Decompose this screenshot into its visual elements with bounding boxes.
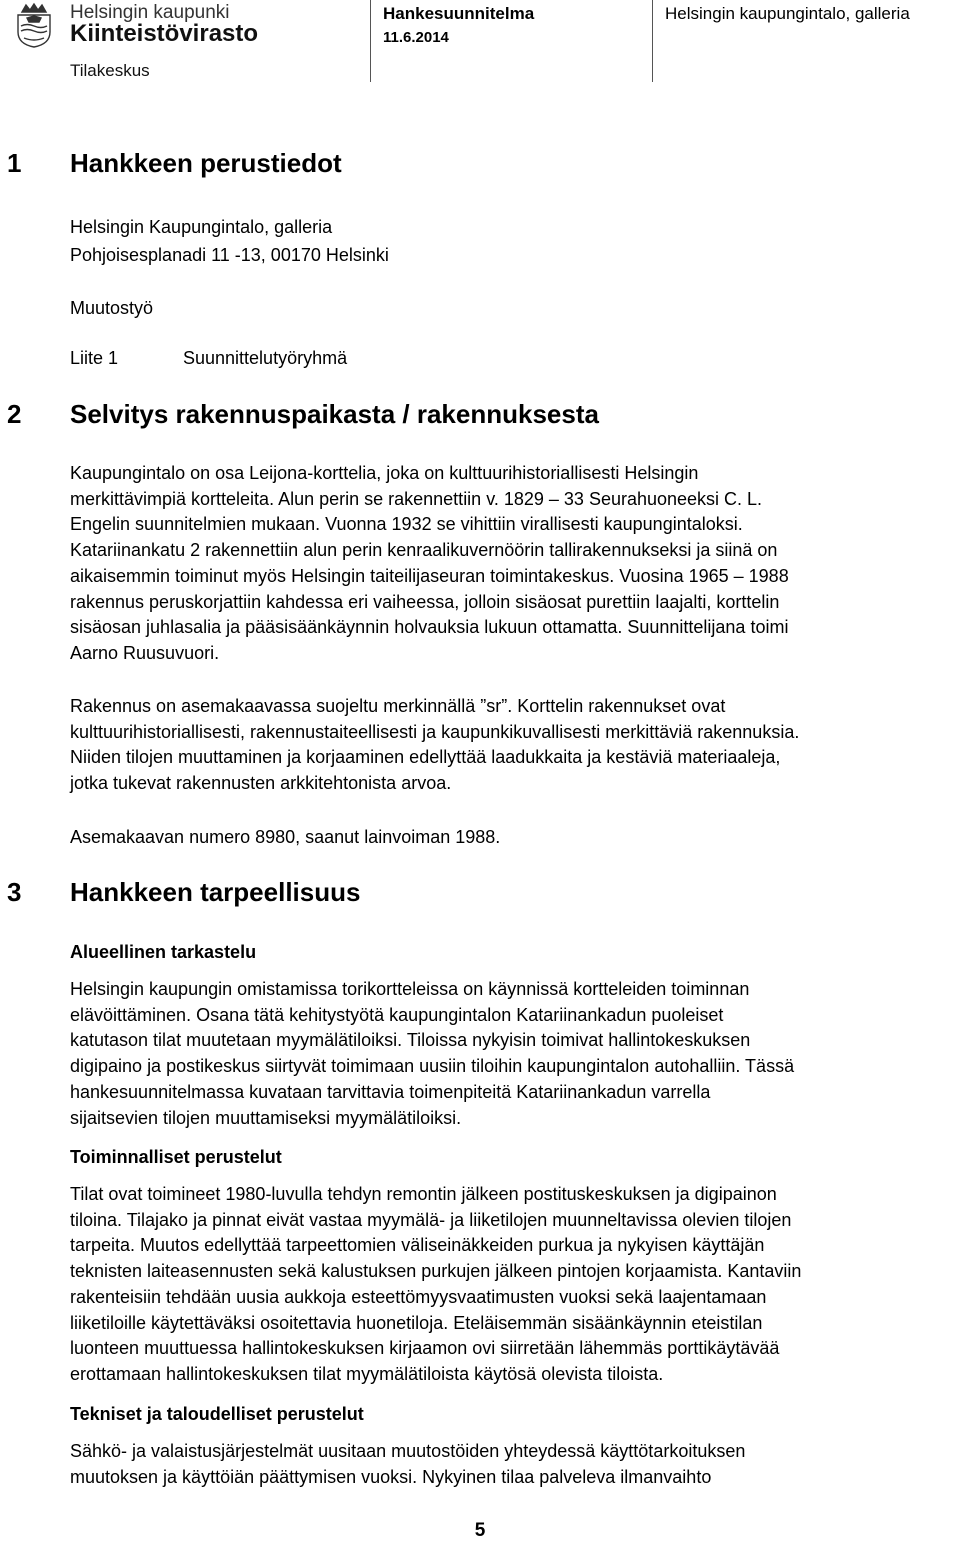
organization-unit: Tilakeskus xyxy=(70,61,150,80)
text-line: Kaupungintalo on osa Leijona-korttelia, joka on kulttuurihistoriallisesti Helsingin xyxy=(70,463,699,483)
helsinki-crest-logo xyxy=(8,2,60,48)
text-line: erottamaan hallintokeskuksen tilat myymälätiloista käytösä olevista tiloista. xyxy=(70,1363,664,1384)
zoning-plan-info: Asemakaavan numero 8980, saanut lainvoiman 1988. xyxy=(70,827,501,847)
paragraph-regional xyxy=(70,977,960,1131)
organization-city: Helsingin kaupunki xyxy=(70,2,230,23)
text-line: hankesuunnitelmassa kuvataan tarvittavia toimenpiteitä Katariinankadun varrella xyxy=(70,1081,711,1102)
section-title: Hankkeen tarpeellisuus xyxy=(70,877,361,907)
text-line: jotka tukevat rakennusten arkkitehtonista arvoa. xyxy=(70,773,452,794)
text-line: tiloina. Tilajako ja pinnat eivät vastaa myymälä- ja liiketilojen muunneltavissa olevien tilojen xyxy=(70,1209,792,1230)
text-line: Tilat ovat toimineet 1980-luvulla tehdyn remontin jälkeen postituskeskuksen ja digipainon xyxy=(70,1184,777,1204)
header-divider-left xyxy=(370,0,371,82)
paragraph-site-history xyxy=(70,461,960,667)
page-number: 5 xyxy=(474,1520,486,1541)
property-address: Pohjoisesplanadi 11 -13, 00170 Helsinki xyxy=(70,245,389,265)
page-header xyxy=(0,0,960,84)
document-type: Hankesuunnitelma xyxy=(383,4,535,23)
text-line: Niiden tilojen muuttaminen ja korjaaminen edellyttää laadukkaita ja kestäviä materiaaleja, xyxy=(70,747,781,768)
section-number: 2 xyxy=(7,399,22,429)
section-number: 3 xyxy=(7,877,22,907)
text-line: merkittävimpiä kortteleita. Alun perin se rakennettiin v. 1829 – 33 Seurahuoneeksi C. L. xyxy=(70,488,763,509)
text-line: sijaitsevien tilojen muuttamiseksi myymälätiloiksi. xyxy=(70,1107,462,1128)
paragraph-technical xyxy=(70,1439,960,1490)
text-line: katutason tilat muutetaan myymälätiloiksi. Tiloissa nykyisin toimivat hallintokeskuksen xyxy=(70,1030,751,1051)
paragraph-functional xyxy=(70,1182,960,1388)
text-line: Helsingin kaupungin omistamissa torikortteleissa on käynnissä kortteleiden toiminnan xyxy=(70,979,750,999)
header-divider-right xyxy=(652,0,653,82)
text-line: luonteen muuttuessa hallintokeskuksen kirjaamon ovi siirretään lähemmäs porttikäytävää xyxy=(70,1338,780,1359)
text-line: Aarno Ruusuvuori. xyxy=(70,642,220,663)
text-line: Sähkö- ja valaistusjärjestelmät uusitaan muutostöiden yhteydessä käyttötarkoituksen xyxy=(70,1441,746,1461)
section-title: Selvitys rakennuspaikasta / rakennuksesta xyxy=(70,399,599,429)
text-line: digipaino ja postikeskus siirtyvät toimimaan uusiin tiloihin kaupungintalon autohalliin. Tässä xyxy=(70,1056,795,1077)
appendix-label: Liite 1 xyxy=(70,348,119,368)
text-line: Engelin suunnitelmien mukaan. Vuonna 1932 se vihittiin virallisesti kaupungintaloksi. xyxy=(70,514,743,535)
text-line: liiketiloille käytettäväksi osoitettavia huonetiloja. Eteläisemmän sisäänkäynnin eteistilan xyxy=(70,1312,763,1333)
paragraph-protection xyxy=(70,694,960,797)
project-type: Muutostyö xyxy=(70,298,154,318)
text-line: tarpeita. Muutos edellyttää tarpeettomien väliseinäkkeiden purkua ja nykyisen käyttäjän xyxy=(70,1235,765,1256)
subheading-functional: Toiminnalliset perustelut xyxy=(70,1147,282,1167)
text-line: sisäosan juhlasalia ja pääsisäänkäynnin holvauksia lukuun ottamatta. Suunnittelijana toimi xyxy=(70,617,789,638)
document-subject: Helsingin kaupungintalo, galleria xyxy=(665,4,910,23)
document-date: 11.6.2014 xyxy=(383,29,449,46)
organization-name: Kiinteistövirasto xyxy=(70,20,259,47)
text-line: Rakennus on asemakaavassa suojeltu merkinnällä ”sr”. Korttelin rakennukset ovat xyxy=(70,696,726,716)
text-line: muutoksen ja käyttöiän päättymisen vuoksi. Nykyinen tilaa palveleva ilmanvaihto xyxy=(70,1466,712,1487)
appendix-title: Suunnittelutyöryhmä xyxy=(183,348,348,368)
text-line: rakennus peruskorjattiin kahdessa eri vaiheessa, jolloin sisäosat purettiin laajalti, korttelin xyxy=(70,591,780,612)
text-line: aikaisemmin toiminut myös Helsingin taiteilijaseuran toimintakeskus. Vuosina 1965 – 1988 xyxy=(70,565,789,586)
text-line: kulttuurihistoriallisesti, rakennustaiteellisesti ja kaupunkikuvallisesti merkittäviä rakennuksia. xyxy=(70,721,800,742)
subheading-regional: Alueellinen tarkastelu xyxy=(70,942,257,962)
text-line: Katariinankatu 2 rakennettiin alun perin kenraalikuvernöörin tallirakennukseksi ja siinä on xyxy=(70,540,778,561)
text-line: teknisten laiteasennusten sekä kalustuksen purkujen jälkeen pintojen korjaamista. Kantaviin xyxy=(70,1261,802,1282)
text-line: rakenteisiin tehdään uusia aukkoja esteettömyysvaatimusten vuoksi sekä laajentamaan xyxy=(70,1286,767,1307)
subheading-technical: Tekniset ja taloudelliset perustelut xyxy=(70,1404,364,1424)
section-number: 1 xyxy=(7,148,22,178)
section-title: Hankkeen perustiedot xyxy=(70,148,342,178)
property-name: Helsingin Kaupungintalo, galleria xyxy=(70,217,333,237)
text-line: elävöittäminen. Osana tätä kehitystyötä kaupungintalon Katariinankadun puoleiset xyxy=(70,1004,724,1025)
